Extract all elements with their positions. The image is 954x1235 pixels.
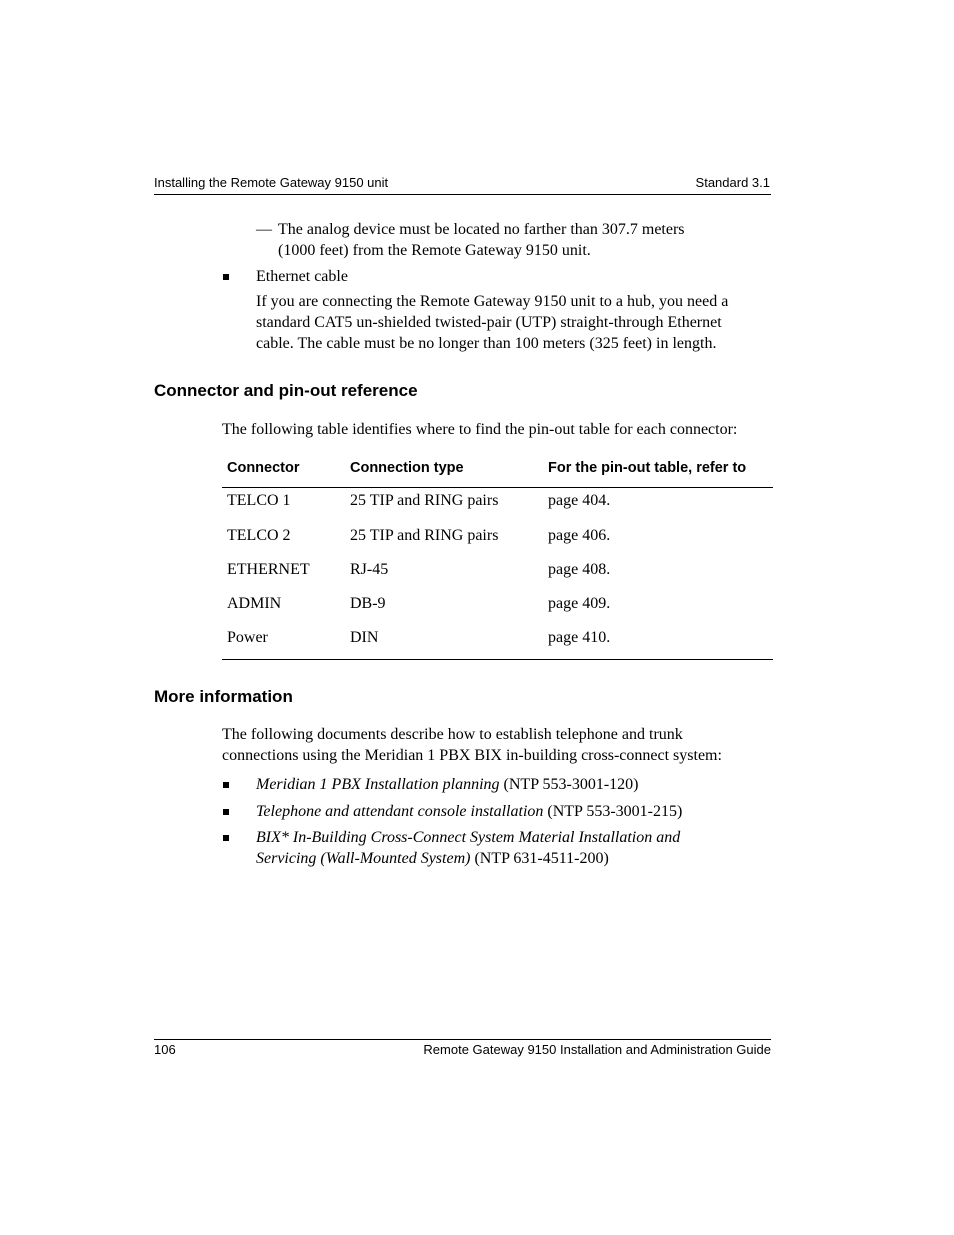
table-header-rule (222, 487, 773, 488)
section2-intro (222, 724, 782, 766)
table-bottom-rule (222, 659, 773, 660)
table-cell: Power (227, 629, 268, 646)
table-cell: page 409. (548, 595, 611, 612)
doc-ref: (NTP 553-3001-215) (543, 803, 683, 820)
section2-intro-line1: The following documents describe how to establish telephone and trunk (222, 726, 683, 743)
table-cell: page 408. (548, 561, 611, 578)
table-header-pinout-ref: For the pin-out table, refer to (548, 460, 747, 476)
em-dash: — (256, 221, 272, 238)
table-cell: TELCO 2 (227, 527, 291, 544)
section-heading-connector: Connector and pin-out reference (154, 381, 418, 400)
table-cell: DIN (350, 629, 379, 646)
footer-rule (154, 1039, 771, 1040)
dash-item-line2: (1000 feet) from the Remote Gateway 9150 unit. (278, 242, 591, 259)
table-cell: 25 TIP and RING pairs (350, 527, 499, 544)
table-header-connection-type: Connection type (350, 460, 464, 476)
table-cell: page 410. (548, 629, 611, 646)
table-cell: page 404. (548, 492, 611, 509)
ethernet-para-line1: If you are connecting the Remote Gateway 9150 unit to a hub, you need a (256, 293, 729, 310)
doc-item (256, 827, 756, 869)
doc-ref: (NTP 631-4511-200) (470, 850, 609, 867)
ethernet-paragraph (256, 291, 776, 354)
table-cell: RJ-45 (350, 561, 389, 578)
ethernet-para-line2: standard CAT5 un-shielded twisted-pair (UTP) straight-through Ethernet (256, 314, 722, 331)
ethernet-para-line3: cable. The cable must be no longer than 100 meters (325 feet) in length. (256, 335, 717, 352)
doc-ref: (NTP 553-3001-120) (499, 776, 639, 793)
section1-intro: The following table identifies where to find the pin-out table for each connector: (222, 421, 738, 438)
doc-title: Telephone and attendant console installation (256, 803, 544, 820)
section-heading-more-info: More information (154, 687, 293, 706)
table-cell: page 406. (548, 527, 611, 544)
bullet-ethernet-label: Ethernet cable (256, 268, 348, 285)
bullet-icon (223, 782, 229, 788)
header-rule (154, 194, 771, 195)
table-header-connector: Connector (227, 460, 300, 476)
table-cell: ADMIN (227, 595, 282, 612)
table-cell: DB-9 (350, 595, 386, 612)
doc-title-line2: Servicing (Wall-Mounted System) (256, 850, 471, 867)
running-header-version: Standard 3.1 (695, 175, 770, 190)
table-cell: 25 TIP and RING pairs (350, 492, 499, 509)
dash-list-item (256, 219, 736, 261)
doc-title: Meridian 1 PBX Installation planning (256, 776, 500, 793)
bullet-icon (223, 274, 229, 280)
table-cell: TELCO 1 (227, 492, 291, 509)
doc-title-line1: BIX* In-Building Cross-Connect System Material Installation and (256, 829, 681, 846)
section2-intro-line2: connections using the Meridian 1 PBX BIX in-building cross-connect system: (222, 747, 722, 764)
page-number: 106 (154, 1042, 176, 1057)
dash-item-line1: The analog device must be located no farther than 307.7 meters (278, 221, 685, 238)
footer-guide-title: Remote Gateway 9150 Installation and Administration Guide (423, 1042, 771, 1057)
doc-item (256, 801, 682, 822)
bullet-icon (223, 809, 229, 815)
table-cell: ETHERNET (227, 561, 310, 578)
bullet-icon (223, 835, 229, 841)
running-header-title: Installing the Remote Gateway 9150 unit (154, 175, 389, 190)
doc-item (256, 774, 639, 795)
